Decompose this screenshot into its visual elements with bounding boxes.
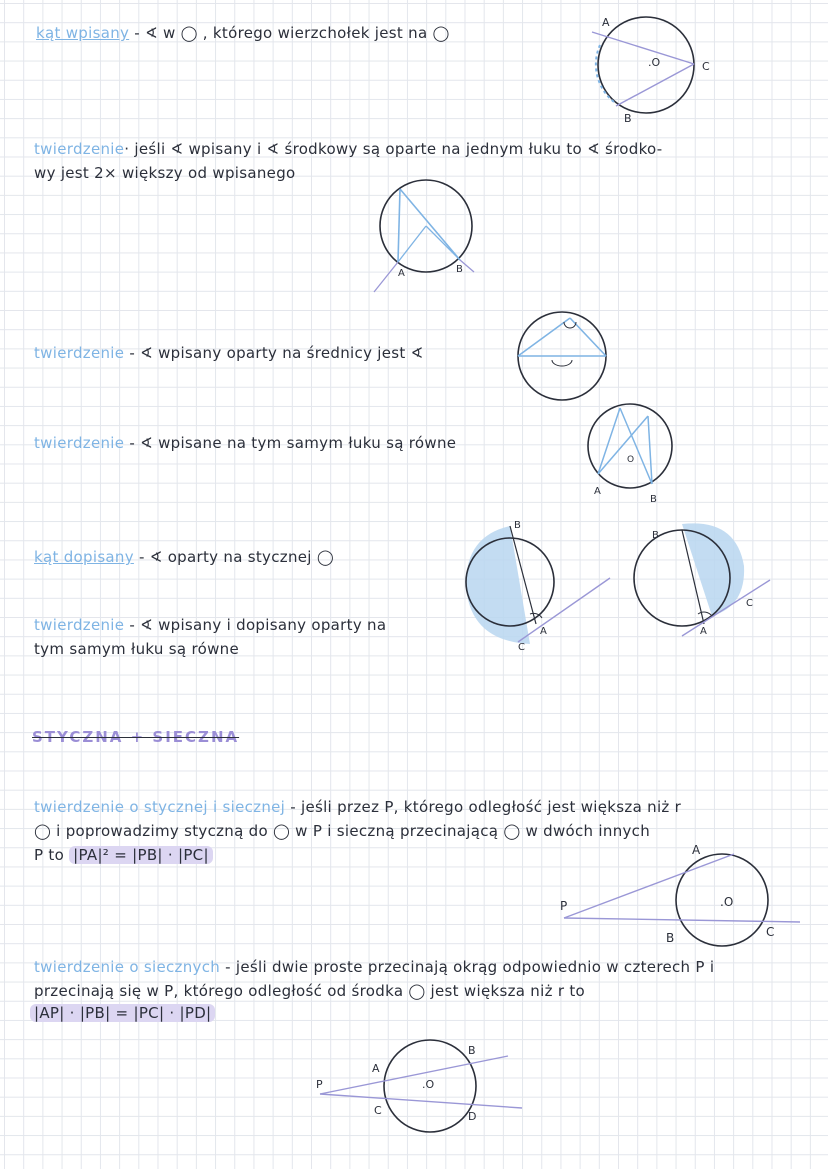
theorem-text: - ∢ wpisany oparty na średnicy jest ∢ [129, 344, 424, 362]
figure-same-arc [580, 402, 680, 507]
section-heading: STYCZNA + SIECZNA [32, 728, 240, 746]
term-inscribed-angle: kąt wpisany [36, 24, 130, 42]
label-o: .O [648, 56, 661, 69]
theorem-text: · jeśli ∢ wpisany i ∢ środkowy są oparte na jednym łuku to ∢ środko- [124, 140, 663, 158]
label-b: B [468, 1044, 476, 1057]
definition-inscribed-angle [36, 24, 450, 42]
dash: - [134, 24, 140, 42]
theorem-central-angle-line2: wy jest 2× większy od wpisanego [34, 164, 296, 182]
definition-text: - ∢ oparty na stycznej ◯ [138, 548, 334, 566]
theorem-tangent-secant-line2: ◯ i poprowadzimy styczną do ◯ w P i sieczną przecinającą ◯ w dwóch innych [34, 822, 651, 840]
theorem-text: - ∢ wpisany i dopisany oparty na [129, 616, 387, 634]
label-b: B [456, 264, 463, 275]
label-o: .O [422, 1078, 435, 1091]
label-b: B [652, 530, 659, 541]
theorem-secants-line2: przecinają się w P, którego odległość od środka ◯ jest większa niż r to [34, 982, 586, 1000]
definition-tangent-angle [34, 548, 334, 566]
label-c: C [374, 1104, 382, 1117]
theorem-tangent-inscribed-line1 [34, 616, 386, 634]
label-b: B [624, 112, 632, 125]
term-tangent-angle: kąt dopisany [34, 548, 134, 566]
label-p: P [560, 899, 568, 913]
label-a: A [398, 268, 405, 279]
figure-inscribed-angle [590, 10, 720, 130]
theorem-text: - jeśli przez P, którego odległość jest większa niż r [290, 798, 682, 816]
label-c: C [702, 60, 710, 73]
label-d: D [468, 1110, 477, 1123]
label-p: P [316, 1078, 323, 1091]
theorem-tangent-secant-line3 [34, 846, 213, 864]
theorem-central-angle-line1 [34, 140, 663, 158]
label-b: B [666, 931, 675, 945]
figure-secants [312, 1036, 532, 1136]
term-theorem: twierdzenie [34, 616, 125, 634]
formula-secants: |AP| · |PB| = |PC| · |PD| [30, 1004, 215, 1022]
theorem-tangent-secant-line1 [34, 798, 681, 816]
label-c: C [766, 925, 775, 939]
theorem-secants-line1 [34, 958, 714, 976]
theorem-text: - jeśli dwie proste przecinają okrąg odpowiednio w czterech P i [225, 958, 715, 976]
label-a: A [594, 486, 601, 497]
theorem-secants-line3 [30, 1004, 215, 1022]
theorem-same-arc [34, 434, 456, 452]
label-o: .O [720, 895, 734, 909]
label-b: B [514, 520, 521, 531]
term-theorem: twierdzenie o stycznej i siecznej [34, 798, 286, 816]
label-o: O [627, 455, 635, 465]
prefix: P to [34, 846, 65, 864]
term-theorem: twierdzenie o siecznych [34, 958, 221, 976]
definition-text: ∢ w ◯ , którego wierzchołek jest na ◯ [145, 24, 450, 42]
label-b: B [650, 494, 657, 505]
figure-tangent-angle-2 [626, 516, 786, 646]
theorem-tangent-inscribed-line2: tym samym łuku są równe [34, 640, 239, 658]
formula-tangent-secant: |PA|² = |PB| · |PC| [69, 846, 213, 864]
label-c: C [746, 598, 753, 609]
term-theorem: twierdzenie [34, 434, 125, 452]
label-a: A [602, 16, 610, 29]
label-a: A [700, 626, 707, 637]
label-c: C [518, 642, 525, 653]
figure-diameter [512, 310, 612, 402]
label-a: A [692, 843, 701, 857]
figure-tangent-secant [556, 840, 806, 950]
theorem-diameter [34, 344, 424, 362]
theorem-text: - ∢ wpisane na tym samym łuku są równe [129, 434, 457, 452]
figure-tangent-angle-1 [460, 516, 620, 656]
label-a: A [372, 1062, 380, 1075]
term-theorem: twierdzenie [34, 140, 125, 158]
figure-central-angle [370, 180, 480, 295]
label-a: A [540, 626, 547, 637]
term-theorem: twierdzenie [34, 344, 125, 362]
